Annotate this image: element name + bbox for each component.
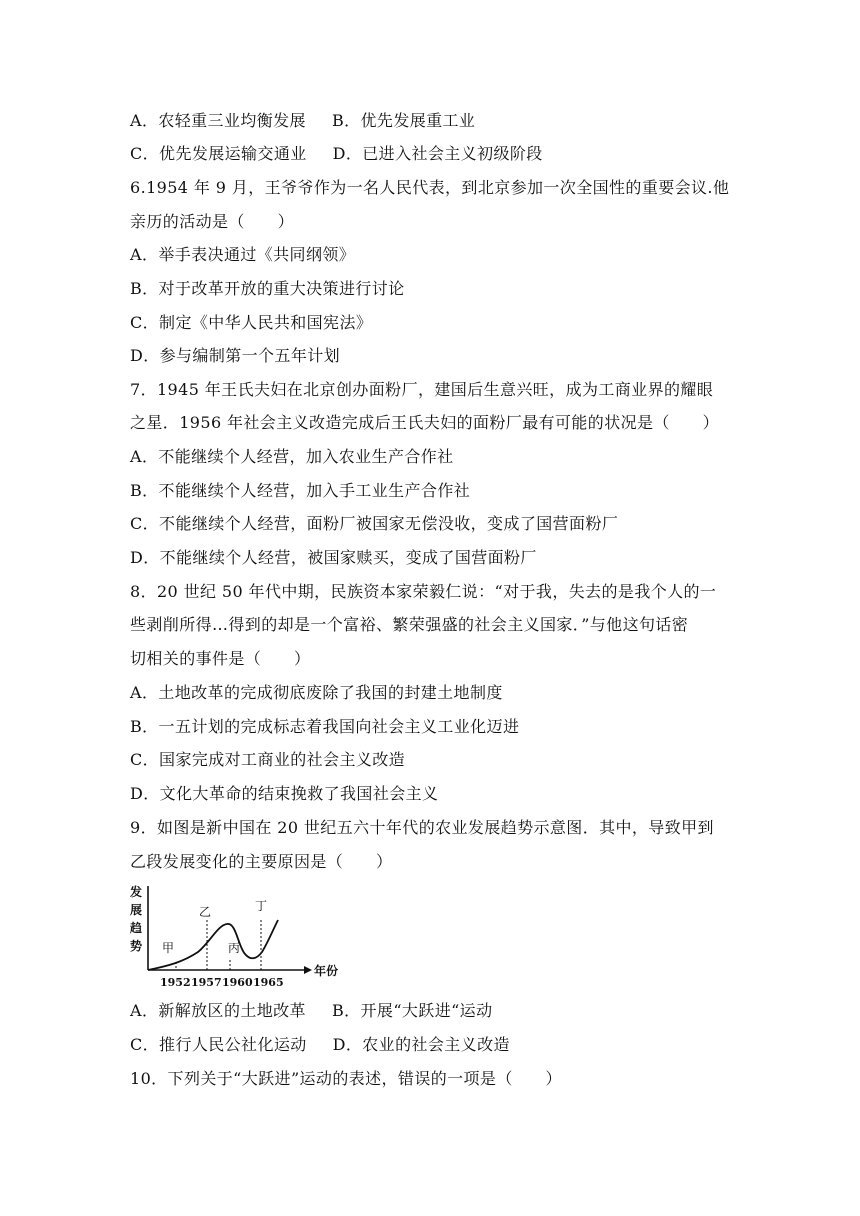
q6-option-a: A．举手表决通过《共同纲领》 [130,245,356,264]
option-a: A．农轻重三业均衡发展 [130,111,306,130]
q8-option-c: C．国家完成对工商业的社会主义改造 [130,750,406,769]
q9-option-c: C．推行人民公社化运动 [130,1035,307,1054]
segment-label-yi: 乙 [199,905,212,919]
q7-option-b: B．不能继续个人经营，加入手工业生产合作社 [130,481,471,500]
q6-option-c: C．制定《中华人民共和国宪法》 [130,313,373,332]
question-6-stem-cont: 亲历的活动是（ ） [130,212,295,231]
q7-option-a: A．不能继续个人经营，加入农业生产合作社 [130,447,454,466]
chart-x-axis-arrow [304,966,312,974]
q9-options-ab [130,1000,740,1022]
q9-options-cd [130,1034,740,1056]
question-8-stem-cont: 些剥削所得…得到的却是一个富裕、繁荣强盛的社会主义国家．”与他这句话密 [130,615,689,634]
q9-option-a: A．新解放区的土地改革 [130,1001,306,1020]
segment-label-bing: 丙 [228,941,241,955]
q6-option-d: D．参与编制第一个五年计划 [130,346,341,365]
chart-ylabel-4: 势 [130,939,143,953]
option-c: C．优先发展运输交通业 [130,144,307,163]
question-10-stem: 10．下列关于“大跃进”运动的表述，错误的一项是（ ） [130,1069,562,1088]
option-b: B．优先发展重工业 [331,111,476,130]
question-8-stem: 8．20 世纪 50 年代中期，民族资本家荣毅仁说：“对于我，失去的是我个人的一 [130,582,717,601]
chart-ylabel-3: 趋 [130,921,143,935]
q5-options-cd [130,143,740,165]
x-tick-1957: 1957 [191,976,222,989]
question-7-stem: 7．1945 年王氏夫妇在北京创办面粉厂，建国后生意兴旺，成为工商业界的耀眼 [130,380,714,399]
chart-ylabel-2: 展 [130,903,143,917]
q7-option-c: C．不能继续个人经营，面粉厂被国家无偿没收，变成了国营面粉厂 [130,514,619,533]
segment-label-jia: 甲 [162,941,175,955]
q8-option-b: B．一五计划的完成标志着我国向社会主义工业化迈进 [130,717,520,736]
agriculture-trend-chart [128,880,343,990]
q7-option-d: D．不能继续个人经营，被国家赎买，变成了国营面粉厂 [130,548,537,567]
q8-option-a: A．土地改革的完成彻底废除了我国的封建土地制度 [130,683,503,702]
question-9-stem: 9．如图是新中国在 20 世纪五六十年代的农业发展趋势示意图．其中，导致甲到 [130,818,714,837]
chart-xlabel: 年份 [314,964,339,978]
x-tick-1960: 1960 [222,976,253,989]
segment-label-ding: 丁 [255,899,268,913]
q8-option-d: D．文化大革命的结束挽救了我国社会主义 [130,784,439,803]
option-d: D．已进入社会主义初级阶段 [332,144,543,163]
q9-option-b: B．开展“大跃进“运动 [331,1001,493,1020]
x-tick-1952: 1952 [160,976,191,989]
q5-options-ab [130,110,740,132]
chart-ylabel-1: 发 [130,885,143,899]
q9-option-d: D．农业的社会主义改造 [332,1035,510,1054]
q6-option-b: B．对于改革开放的重大决策进行讨论 [130,279,405,298]
question-6-stem: 6.1954 年 9 月，王爷爷作为一名人民代表，到北京参加一次全国性的重要会议.他 [130,178,730,197]
question-8-stem-end: 切相关的事件是（ ） [130,649,311,668]
x-tick-1965: 1965 [253,976,284,989]
question-7-stem-cont: 之星．1956 年社会主义改造完成后王氏夫妇的面粉厂最有可能的状况是（ ） [130,413,720,432]
question-9-stem-cont: 乙段发展变化的主要原因是（ ） [130,852,393,871]
